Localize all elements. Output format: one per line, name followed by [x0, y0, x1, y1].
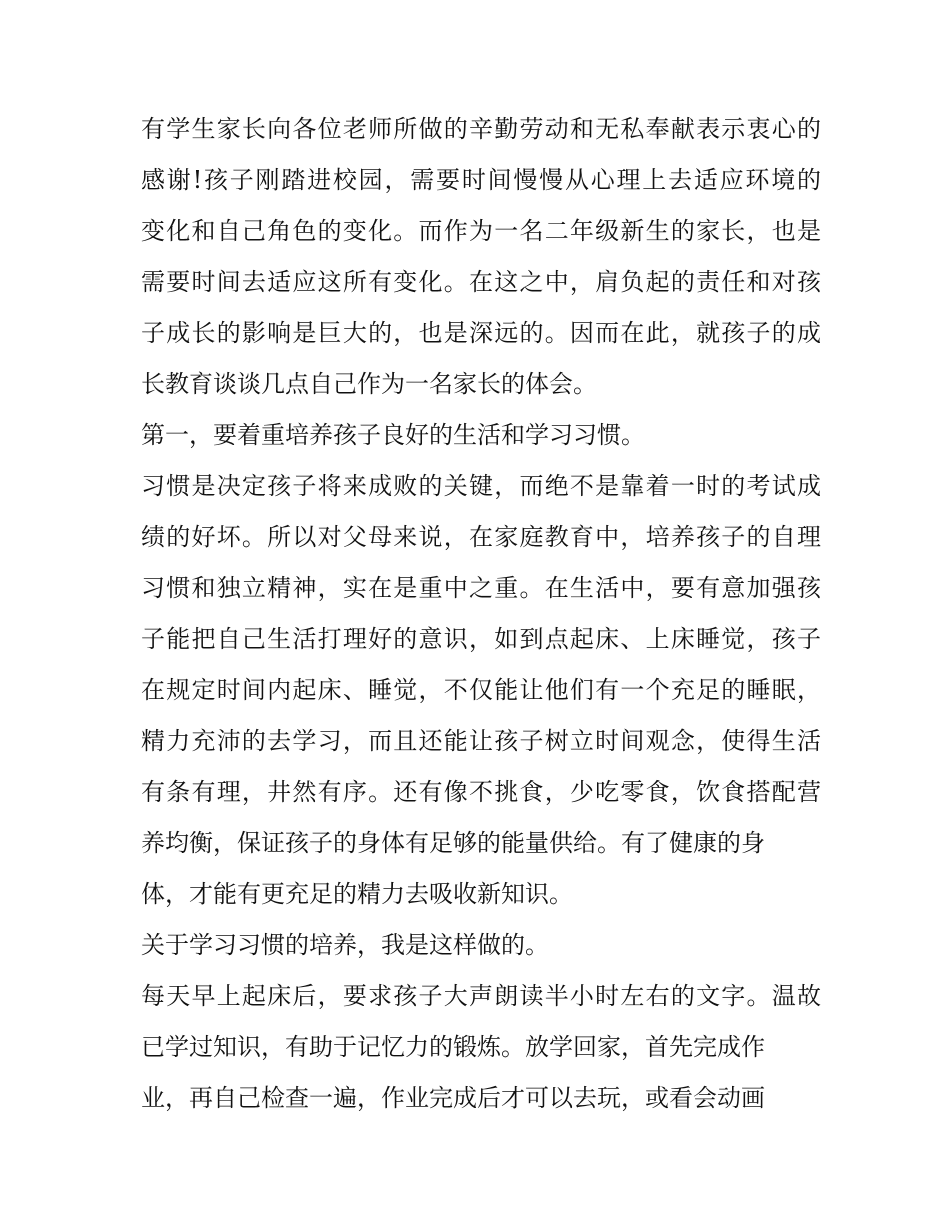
- text-line: 需要时间去适应这所有变化。在这之中，肩负起的责任和对孩: [141, 268, 821, 296]
- text-line: 习惯是决定孩子将来成败的关键，而绝不是靠着一时的考试成: [141, 472, 821, 500]
- text-line: 变化和自己角色的变化。而作为一名二年级新生的家长，也是: [141, 217, 821, 245]
- document-body: [141, 107, 821, 1127]
- text-line: 精力充沛的去学习，而且还能让孩子树立时间观念，使得生活: [141, 727, 821, 755]
- text-line: 养均衡，保证孩子的身体有足够的能量供给。有了健康的身: [141, 829, 765, 857]
- text-line: 感谢!孩子刚踏进校园，需要时间慢慢从心理上去适应环境的: [141, 166, 821, 194]
- text-line: 有条有理，井然有序。还有像不挑食，少吃零食，饮食搭配营: [141, 778, 821, 806]
- text-line: 已学过知识，有助于记忆力的锻炼。放学回家，首先完成作: [141, 1033, 765, 1061]
- text-line: 第一，要着重培养孩子良好的生活和学习习惯。: [141, 421, 645, 449]
- text-line: 长教育谈谈几点自己作为一名家长的体会。: [141, 370, 597, 398]
- text-line: 体，才能有更充足的精力去吸收新知识。: [141, 880, 573, 908]
- text-line: 有学生家长向各位老师所做的辛勤劳动和无私奉献表示衷心的: [141, 115, 821, 143]
- text-line: 业，再自己检查一遍，作业完成后才可以去玩，或看会动画: [141, 1084, 765, 1112]
- text-line: 子能把自己生活打理好的意识，如到点起床、上床睡觉，孩子: [141, 625, 821, 653]
- text-line: 在规定时间内起床、睡觉，不仅能让他们有一个充足的睡眠，: [141, 676, 821, 704]
- text-line: 关于学习习惯的培养，我是这样做的。: [141, 931, 549, 959]
- text-line: 绩的好坏。所以对父母来说，在家庭教育中，培养孩子的自理: [141, 523, 821, 551]
- text-line: 习惯和独立精神，实在是重中之重。在生活中，要有意加强孩: [141, 574, 821, 602]
- text-line: 每天早上起床后，要求孩子大声朗读半小时左右的文字。温故: [141, 982, 821, 1010]
- text-line: 子成长的影响是巨大的，也是深远的。因而在此，就孩子的成: [141, 319, 821, 347]
